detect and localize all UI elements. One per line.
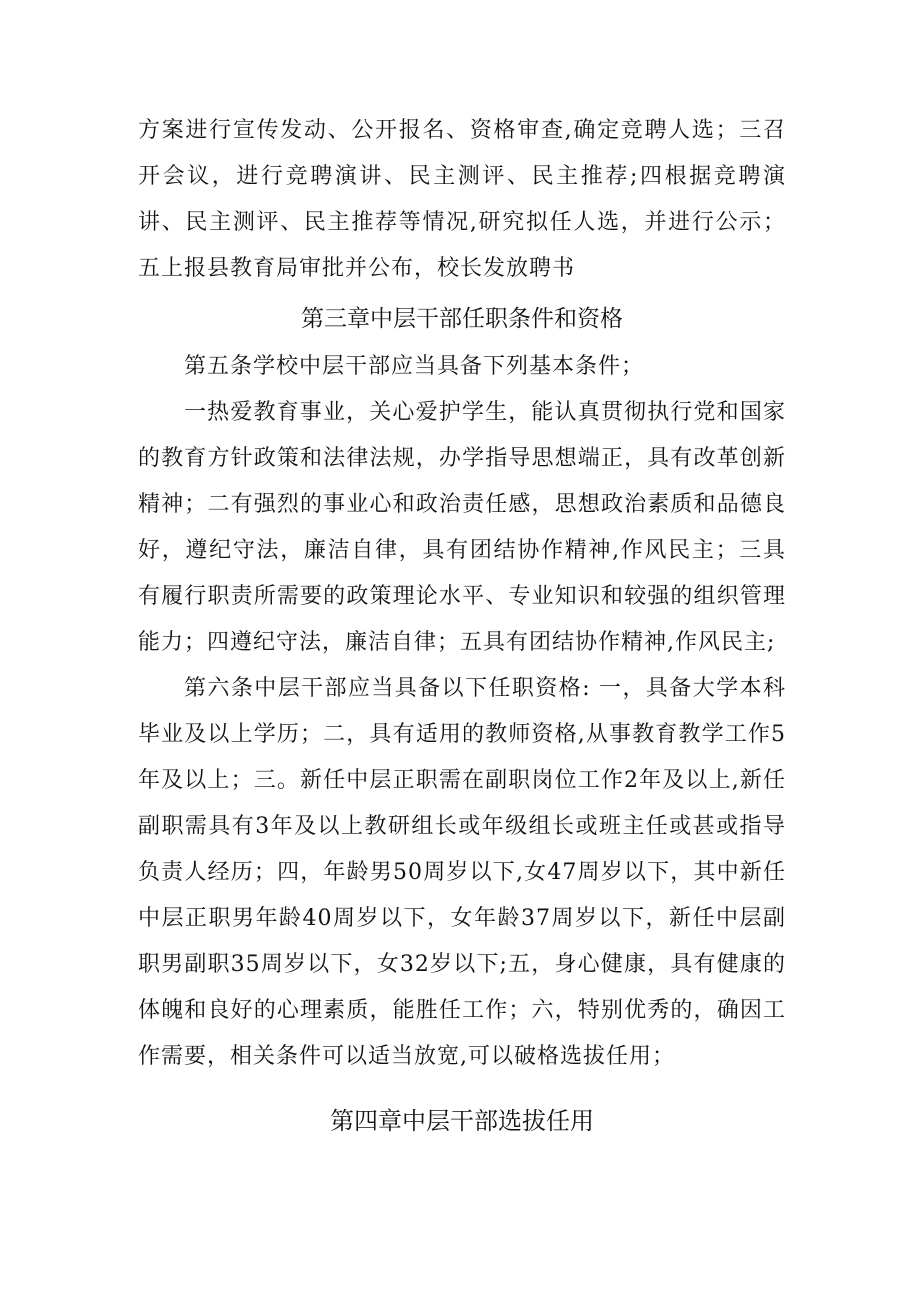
document-body [138,108,786,1144]
paragraph-procedure-continued: 方案进行宣传发动、公开报名、资格审查,确定竞聘人选；三召开会议，进行竞聘演讲、民主测评、民主推荐;四根据竞聘演讲、民主测评、民主推荐等情况,研究拟任人选，并进行公示；五上报县教育局审批并公布，校长发放聘书 [138,118,786,281]
chapter-three-heading: 第三章中层干部任职条件和资格 [301,306,623,332]
article-five-conditions: 一热爱教育事业，关心爱护学生，能认真贯彻执行党和国家的教育方针政策和法律法规，办学指导思想端正，具有改革创新精神；二有强烈的事业心和政治责任感，思想政治素质和品德良好，遵纪守法，廉洁自律，具有团结协作精神,作风民主；三具有履行职责所需要的政策理论水平、专业知识和较强的组织管理能力；四遵纪守法，廉洁自律；五具有团结协作精神,作风民主; [138,400,786,655]
article-six-qualifications: 第六条中层干部应当具备以下任职资格: 一，具备大学本科毕业及以上学历；二，具有适用的教师资格,从事教育教学工作5年及以上；三。新任中层正职需在副职岗位工作2年及以上,新任副职需具有3年及以上教研组长或年级组长或班主任或甚或指导负责人经历；四，年龄男50周岁以下,女47周岁以下，其中新任中层正职男年龄40周岁以下，女年龄37周岁以下，新任中层副职男副职35周岁以下，女32岁以下;五，身心健康，具有健康的体魄和良好的心理素质，能胜任工作；六，特别优秀的，确因工作需要，相关条件可以适当放宽,可以破格选拔任用； [138,676,786,1069]
article-five-intro: 第五条学校中层干部应当具备下列基本条件； [184,354,645,379]
chapter-four-heading: 第四章中层干部选拔任用 [330,1107,594,1135]
